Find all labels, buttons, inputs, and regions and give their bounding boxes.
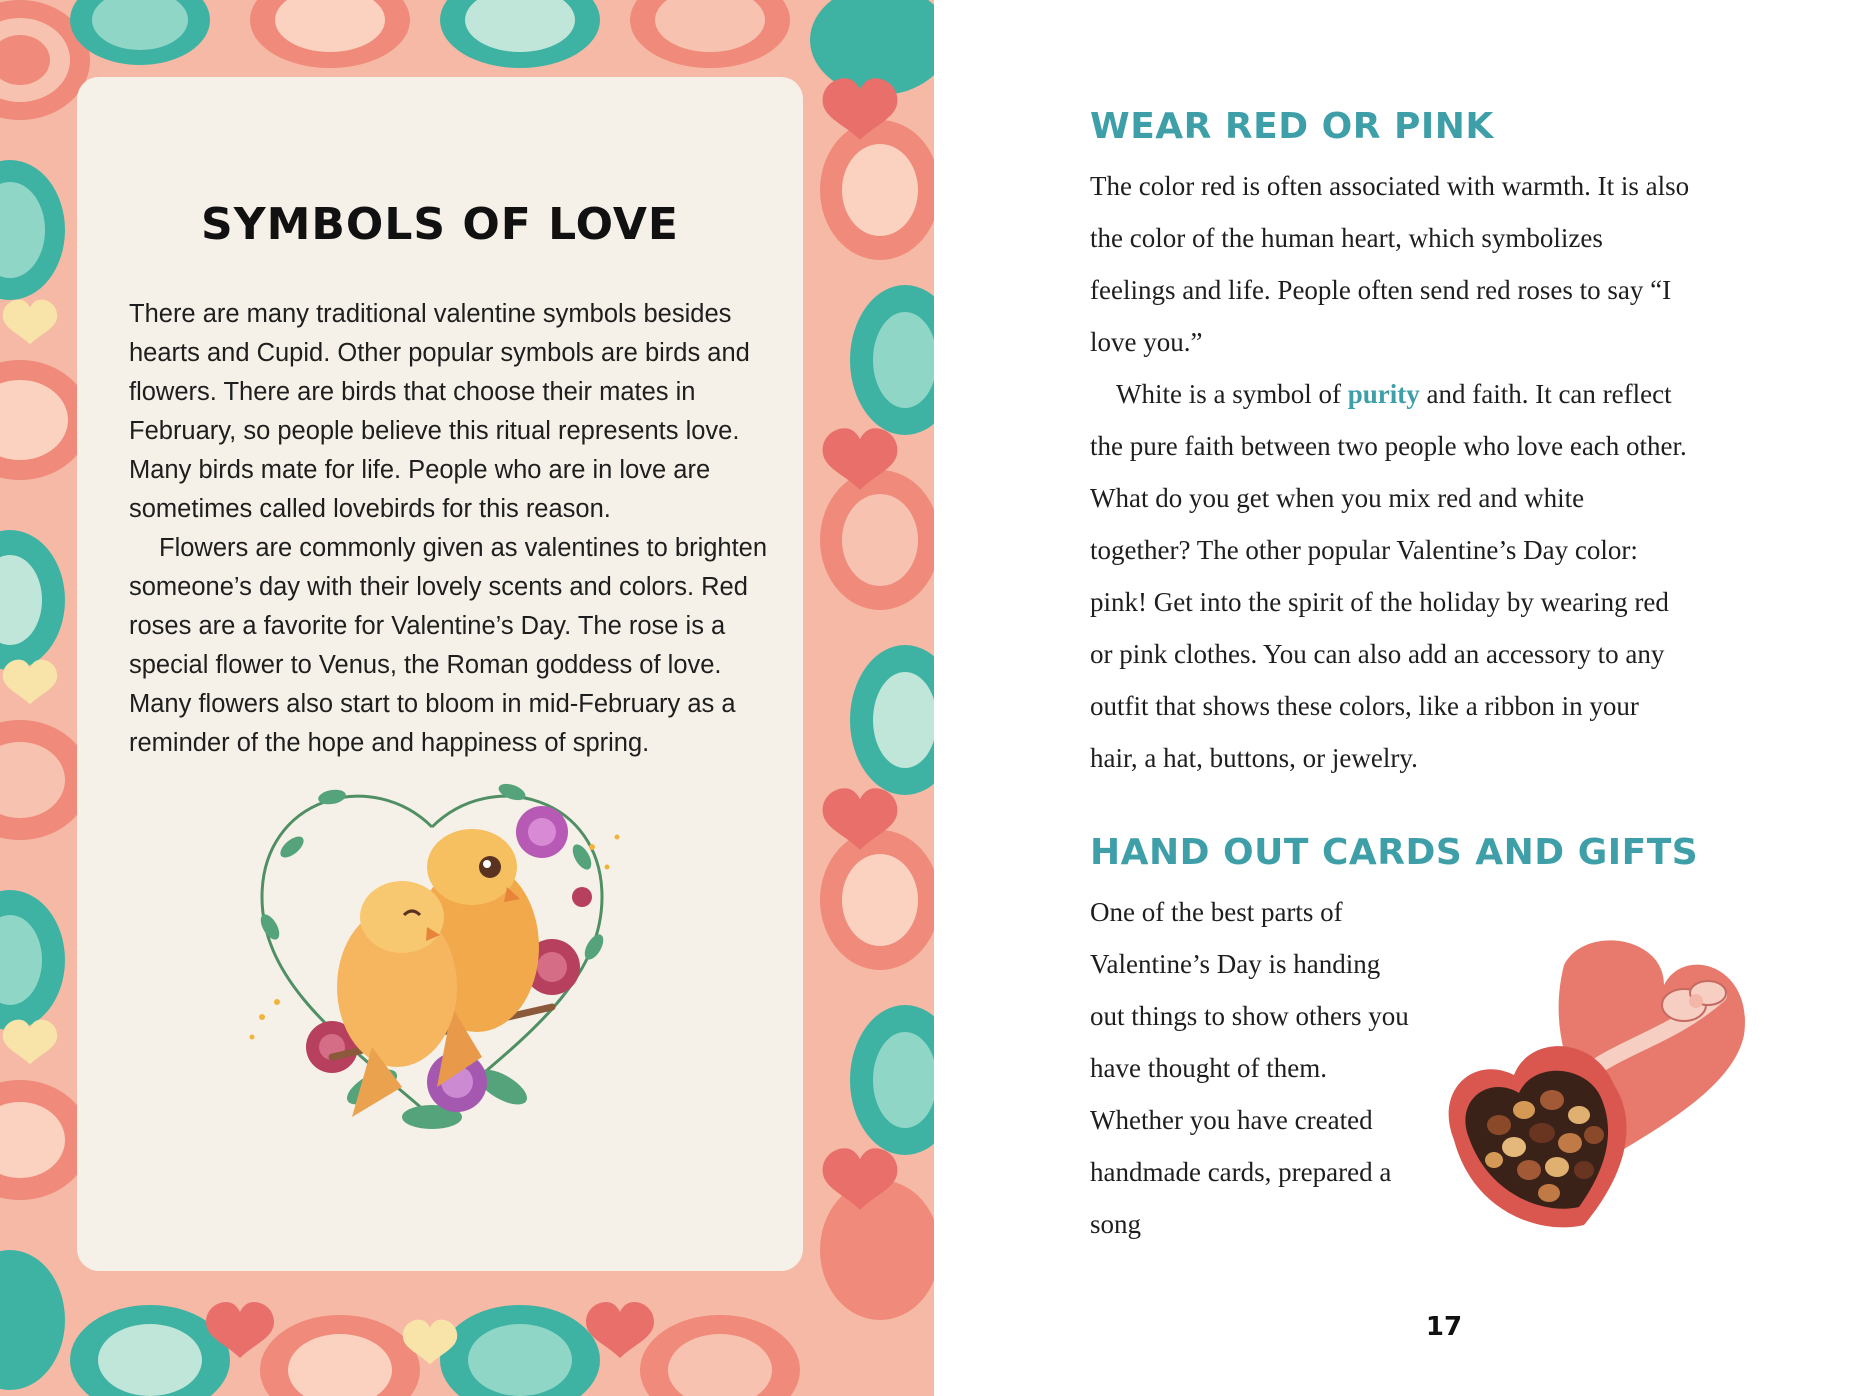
section1-body: [1090, 160, 1690, 784]
heart-chocolate-box-illustration: [1434, 925, 1754, 1255]
section1-paragraph-1: The color red is often associated with warmth. It is also the color of the human heart, which symbolizes feelings and life. People often send red roses to say “I love you.”: [1090, 171, 1690, 357]
card-body: [129, 295, 769, 763]
section1-paragraph-2: White is a symbol of purity and faith. It can reflect the pure faith between two people who love each other. What do you get when you mix red and white together? The other popular Valentine’s Day color: pink! Get into the spirit of the holiday by wearing red or pink clothes. You can also add an accessory to any outfit that shows these colors, like a ribbon in your hair, a hat, buttons, or jewelry.: [1090, 379, 1687, 773]
section2-paragraph-1: One of the best parts of Valentine’s Day is handing out things to show others you have thought of them. Whether you have created handmade cards, prepared a song: [1090, 897, 1409, 1239]
section2-body: [1090, 886, 1420, 1250]
heading-wear-red-or-pink: WEAR RED OR PINK: [1090, 106, 1494, 147]
card-title: SYMBOLS OF LOVE: [201, 199, 679, 250]
info-card: [77, 77, 803, 1271]
heading-hand-out-cards-and-gifts: HAND OUT CARDS AND GIFTS: [1090, 832, 1699, 873]
card-paragraph-2: Flowers are commonly given as valentines to brighten someone’s day with their lovely scents and colors. Red roses are a favorite for Valentine’s Day. The rose is a special flower to Venus, the Roman goddess of love. Many flowers also start to bloom in mid-February as a reminder of the hope and happiness of spring.: [129, 534, 768, 757]
purity-highlight: purity: [1347, 379, 1420, 409]
card-paragraph-1: There are many traditional valentine symbols besides hearts and Cupid. Other popular symbols are birds and flowers. There are birds that choose their mates in February, so people believe this ritual represents love. Many birds mate for life. People who are in love are sometimes called lovebirds for this reason.: [129, 300, 750, 523]
page-number: 17: [1425, 1312, 1463, 1342]
right-page: [934, 0, 1862, 1396]
lovebirds-illustration: [222, 757, 642, 1177]
